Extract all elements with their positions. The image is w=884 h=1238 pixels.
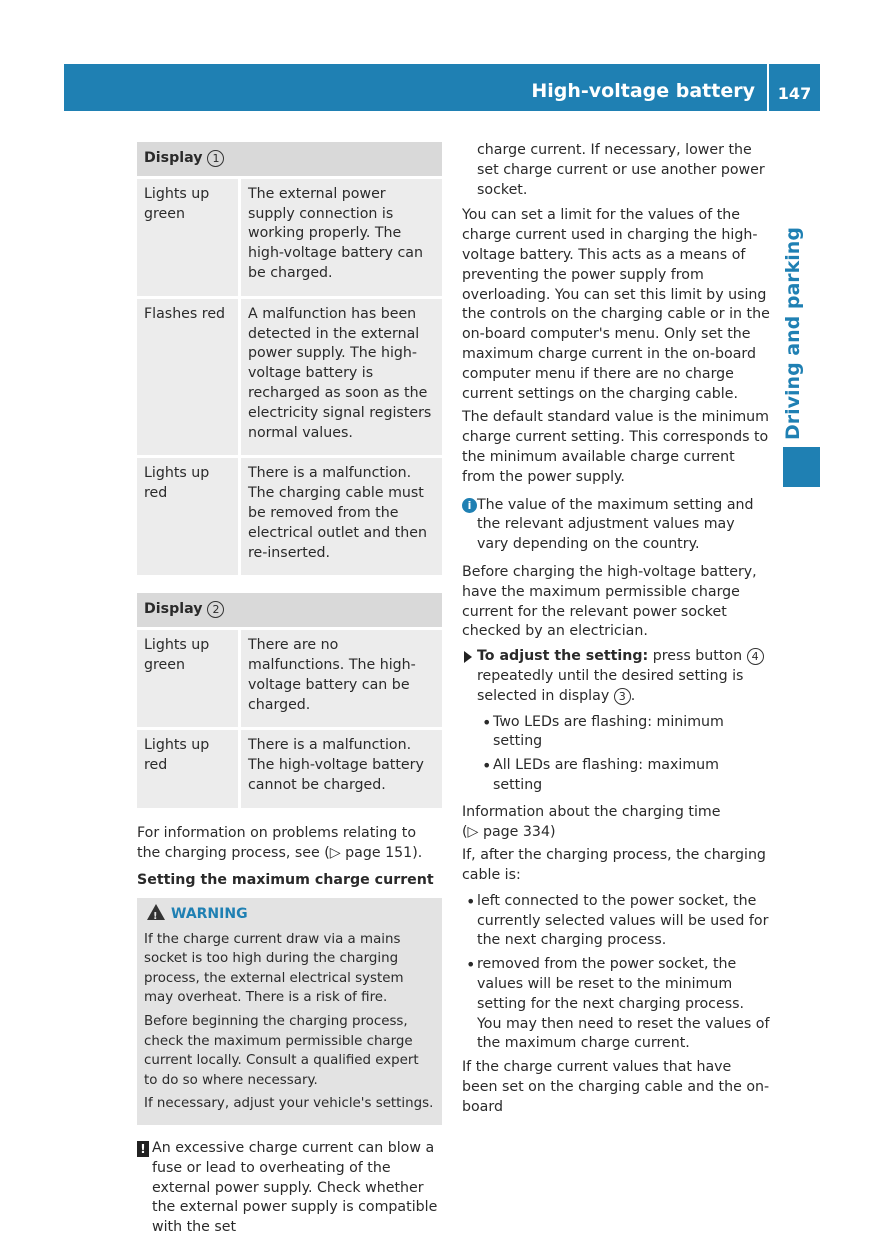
instruction-step: To adjust the setting: press button 4 repeatedly until the desired setting is selected in display 3 . [462,647,770,706]
caution-text: An excessive charge current can blow a fuse or lead to overheating of the external power supply. Check whether the external power supply is compatible with the set [152,1140,438,1236]
exclamation-icon: ! [137,1141,149,1157]
body-paragraph: Information about the charging time [462,803,721,820]
table-row [137,729,442,808]
table-row [137,177,442,297]
led-state: Lights up green [137,629,240,729]
page-reference: (▷ page 334) [462,823,556,840]
table-row [137,457,442,575]
display-2-table [137,593,442,807]
header-bar [64,64,767,111]
bullet-icon: • [482,756,492,776]
body-paragraph: The default standard value is the minimum charge current setting. This corresponds to the minimum available charge current from the power supply. [462,409,769,485]
led-state: Lights up red [137,729,240,808]
bullet-icon: • [466,891,476,911]
body-paragraph: If, after the charging process, the charging cable is: [462,847,766,884]
display-1-table [137,142,442,575]
bullet-icon: • [482,712,492,732]
info-note [462,496,770,555]
caution-note [137,1139,442,1238]
body-paragraph: Before charging the high-voltage battery, have the maximum permissible charge current for the relevant power socket checked by an electrician. [462,563,757,640]
warning-paragraph: If the charge current draw via a mains socket is too high during the charging process, the external electrical system may overheat. There is a risk of fire. [144,931,404,1006]
led-state: Lights up green [137,177,240,297]
led-state: Lights up red [137,457,240,575]
list-item: • Two LEDs are flashing: minimum setting [482,712,724,750]
bullet-icon: • [466,955,476,975]
warning-box [137,898,442,1125]
section-heading: Setting the maximum charge current [137,872,434,889]
led-description: A malfunction has been detected in the external power supply. The high-voltage battery is recharged as soon as the electricity signal registers normal values. [240,297,443,457]
page-number: 147 [777,84,812,103]
list-item: • left connected to the power socket, the currently selected values will be used for the next charging process. [466,891,769,949]
led-description: There is a malfunction. The high-voltage battery cannot be charged. [240,729,443,808]
body-paragraph: If the charge current values that have been set on the charging cable and the on-board [462,1059,770,1115]
circled-number-icon: 4 [747,648,764,665]
circled-number-icon: 1 [207,150,224,167]
continuation-text: charge current. If necessary, lower the set charge current or use another power socket. [477,142,765,198]
table-row [137,629,442,729]
list-item: • removed from the power socket, the values will be reset to the minimum setting for the next charging process. You may then need to reset the values of the maximum charge current. [466,955,770,1052]
warning-paragraph: Before beginning the charging process, check the maximum permissible charge current locally. Consult a qualified expert to do so where necessary. [144,1014,419,1088]
left-column [137,142,442,1238]
step-arrow-icon [464,651,472,663]
info-note-text: The value of the maximum setting and the relevant adjustment values may vary depending on the country. [477,496,754,553]
display-2-header: Display 2 [137,593,442,628]
display-1-header: Display 1 [137,142,442,177]
led-state: Flashes red [137,297,240,457]
led-description: There are no malfunctions. The high-voltage battery can be charged. [240,629,443,729]
body-paragraph: You can set a limit for the values of the charge current used in charging the high-voltage battery. This acts as a means of preventing the power supply from overloading. You can set this limit by using the controls on the charging cable or in the on-board computer's menu. Only set the maximum charge current in the on-board computer menu if there are no charge current settings on the charging cable. [462,207,770,402]
right-column [462,141,770,1118]
warning-header: !WARNING [144,904,435,925]
warning-triangle-icon [147,904,165,920]
page-title: High-voltage battery [531,80,755,102]
warning-paragraph: If necessary, adjust your vehicle's settings. [144,1096,434,1112]
led-description: The external power supply connection is working properly. The high-voltage battery can be charged. [240,177,443,297]
page-number-box [769,64,820,111]
side-tab-block [783,447,820,487]
side-tab-label: Driving and parking [782,227,804,440]
led-description: There is a malfunction. The charging cable must be removed from the electrical outlet and then re-inserted. [240,457,443,575]
circled-number-icon: 2 [207,601,224,618]
table-row [137,297,442,457]
circled-number-icon: 3 [614,688,631,705]
info-icon: i [462,498,477,513]
info-paragraph: For information on problems relating to the charging process, see (▷ page 151). [137,824,423,861]
list-item: • All LEDs are flashing: maximum setting [482,756,719,793]
